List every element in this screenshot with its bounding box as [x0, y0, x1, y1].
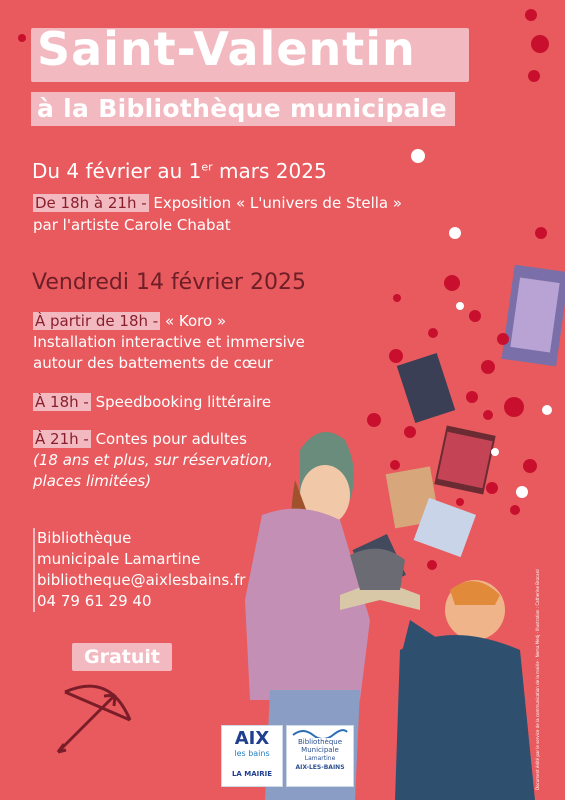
biblio-1: Bibliothèque: [297, 738, 343, 746]
event-note-1: (18 ans et plus, sur réservation,: [33, 451, 273, 469]
contact-email[interactable]: bibliotheque@aixlesbains.fr: [37, 571, 246, 589]
event-text: Speedbooking littéraire: [90, 393, 272, 411]
date-prefix: Du 4 février au 1: [32, 159, 202, 183]
aix-label: LA MAIRIE: [231, 770, 273, 778]
date-sup: er: [201, 160, 213, 174]
library-logo: [286, 725, 354, 787]
event-text: Contes pour adultes: [90, 430, 247, 448]
event-desc-line2: autour des battements de cœur: [33, 354, 273, 372]
biblio-2: Municipale: [301, 746, 339, 754]
page-subtitle: à la Bibliothèque municipale: [37, 94, 447, 123]
subtitle-banner: [31, 92, 455, 126]
exhibition-dates: [32, 159, 327, 183]
event-time: À partir de 18h -: [35, 312, 159, 330]
friday-date: Vendredi 14 février 2025: [32, 270, 306, 295]
man-figure: [395, 580, 535, 800]
contact-block: [33, 528, 245, 612]
event-time: À 18h -: [35, 393, 89, 411]
page-title: Saint-Valentin: [37, 22, 416, 76]
bow-arrow-icon: [58, 686, 130, 752]
contact-line2: municipale Lamartine: [37, 550, 201, 568]
event-text: « Koro »: [160, 312, 227, 330]
exhibition-artist: par l'artiste Carole Chabat: [33, 216, 231, 234]
event-time: À 21h -: [35, 430, 89, 448]
biblio-3: Lamartine: [304, 755, 336, 762]
event-koro: [33, 311, 226, 331]
event-note-2: places limitées): [33, 472, 152, 490]
credit-line: Document édité par le service de la communication de la mairie · Nema Medj · Illustration : Catherine Brocard: [535, 569, 540, 790]
event-desc-line1: Installation interactive et immersive: [33, 333, 305, 351]
contact-line1: Bibliothèque: [37, 529, 132, 547]
credit-text: [535, 560, 547, 790]
exhibition-title: Exposition « L'univers de Stella »: [148, 194, 403, 212]
flying-pages: [352, 265, 565, 591]
price-badge: [72, 643, 172, 671]
aix-main: AIX: [234, 728, 270, 749]
exhibition-time: De 18h à 21h -: [35, 194, 147, 212]
price-label: Gratuit: [84, 646, 160, 668]
event-contes: [33, 429, 247, 449]
event-speedbooking: [33, 392, 271, 412]
exhibition-line: [33, 193, 402, 213]
biblio-4: AIX-LES-BAINS: [295, 764, 345, 771]
contact-phone[interactable]: 04 79 61 29 40: [37, 592, 152, 610]
aix-logo: [221, 725, 283, 787]
wave-icon: [287, 726, 353, 738]
title-banner: [31, 22, 469, 82]
date-suffix: mars 2025: [212, 159, 327, 183]
aix-sub: les bains: [234, 749, 270, 758]
